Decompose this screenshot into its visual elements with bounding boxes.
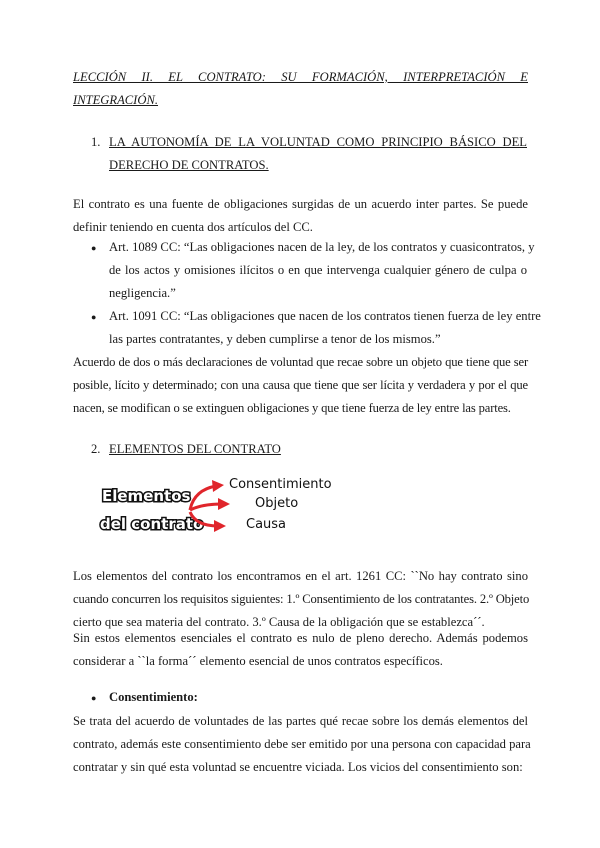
bullet-2-line-1: Art. 1091 CC: “Las obligaciones que nacen de los contratos tienen fuerza de ley entre [109,309,541,323]
bullet-dot: ● [91,243,97,253]
bullet-1-line-1: Art. 1089 CC: “Las obligaciones nacen de la ley, de los contratos y cuasicontratos, y [109,240,535,254]
paragraph-4-line-1: Sin estos elementos esenciales el contrato es nulo de pleno derecho. Además podemos [73,631,528,645]
paragraph-1-line-1: El contrato es una fuente de obligaciones surgidas de un acuerdo inter partes. Se puede [73,197,528,211]
paragraph-5-line-3: contratar y sin qué esta voluntad se encuentre viciada. Los vicios del consentimiento son: [73,760,523,774]
paragraph-3-line-1: Los elementos del contrato los encontramos en el art. 1261 CC: ``No hay contrato sino [73,569,528,583]
bullet-2-line-2: las partes contratantes, y deben cumplirse a tenor de los mismos.” [109,332,441,346]
diagram-item-causa: Causa [246,517,287,532]
bullet-1-line-2: de los actos y omisiones ilícitos o en que intervenga cualquier género de culpa o [109,263,527,277]
bullet-1-line-3: negligencia.” [109,286,176,300]
section-2-number: 2. [91,442,101,456]
paragraph-3-line-3: cierto que sea materia del contrato. 3.º Causa de la obligación que se establezca´´. [73,615,485,629]
paragraph-2-line-3: nacen, se modifican o se extinguen obligaciones y que tiene fuerza de ley entre las partes. [73,401,511,415]
paragraph-4-line-2: considerar a ``la forma´´ elemento esencial de unos contratos específicos. [73,654,443,668]
paragraph-5-line-1: Se trata del acuerdo de voluntades de las partes qué recae sobre los demás elementos del [73,714,528,728]
paragraph-1-line-2: definir teniendo en cuenta dos artículos del CC. [73,220,313,234]
bullet-dot: ● [91,312,97,322]
diagram-label-line-2: del contrato [100,515,204,533]
paragraph-2-line-1: Acuerdo de dos o más declaraciones de voluntad que recae sobre un objeto que tiene que ser [73,355,528,369]
arrowhead-consentimiento [212,480,224,492]
section-2-heading: ELEMENTOS DEL CONTRATO [109,442,281,456]
lesson-title-line-2: INTEGRACIÓN. [73,93,159,107]
subheading-consentimiento: Consentimiento: [109,690,198,704]
arrowhead-objeto [218,498,230,510]
lesson-title-line-1: LECCIÓN II. EL CONTRATO: SU FORMACIÓN, INTERPRETACIÓN E [73,70,528,84]
paragraph-3-line-2: cuando concurren los requisitos siguientes: 1.º Consentimiento de los contratantes. 2.º Objeto [73,592,530,606]
arrowhead-causa [214,520,226,532]
section-1-heading-line-1: LA AUTONOMÍA DE LA VOLUNTAD COMO PRINCIPIO BÁSICO DEL [109,135,527,149]
bullet-dot: ● [91,693,97,703]
diagram-item-consentimiento: Consentimiento [229,477,332,492]
paragraph-2-line-2: posible, lícito y determinado; con una causa que tiene que ser lícita y verdadera y por el que [73,378,528,392]
diagram-label-line-1: Elementos [102,487,191,505]
section-1-number: 1. [91,135,101,149]
diagram-item-objeto: Objeto [255,496,299,511]
paragraph-5-line-2: contrato, además este consentimiento debe ser emitido por una persona con capacidad para [73,737,531,751]
arrow-objeto [190,504,222,510]
section-1-heading-line-2: DERECHO DE CONTRATOS. [109,158,269,172]
elements-diagram [98,470,358,540]
